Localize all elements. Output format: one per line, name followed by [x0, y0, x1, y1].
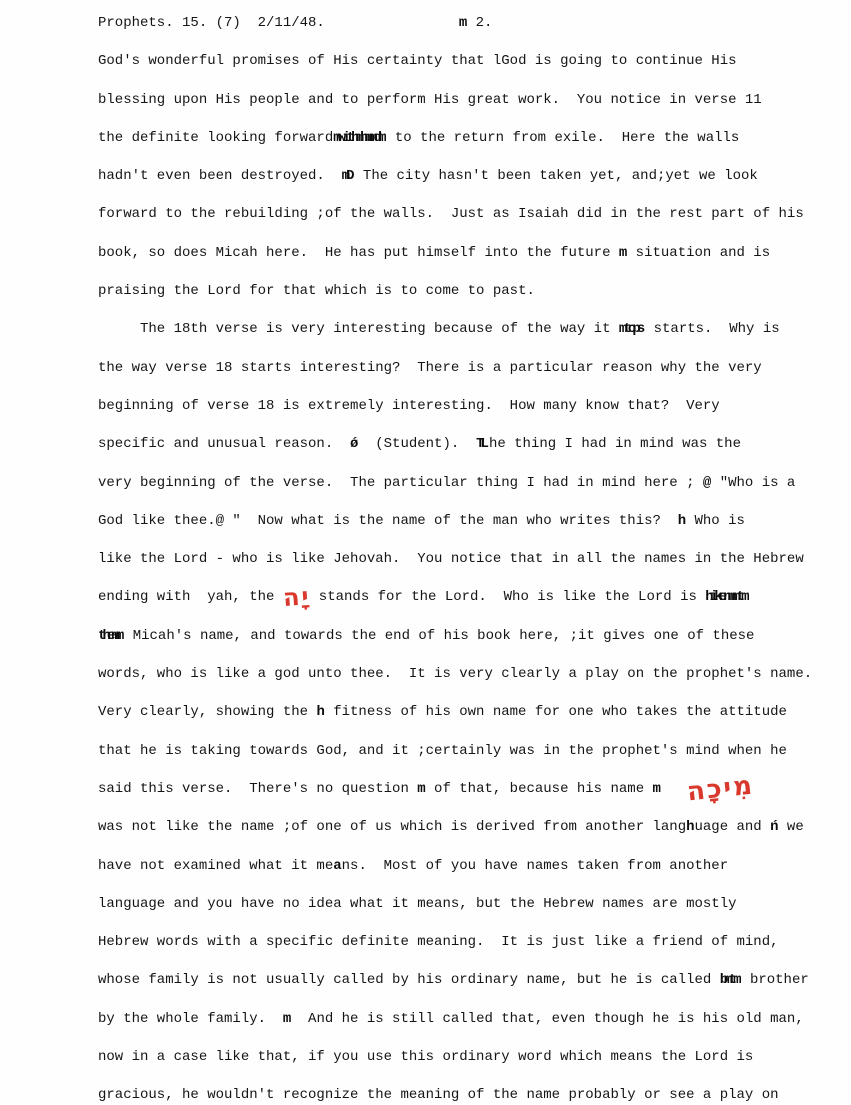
typescript-line: [98, 1076, 821, 1105]
typed-text: book, so does Micah here. He has put himself into the future: [98, 244, 619, 261]
overstruck-text: h: [686, 819, 691, 836]
typed-text: now in a case like that, if you use this ordinary word which means the Lord is: [98, 1049, 754, 1066]
typescript-line: [98, 885, 821, 923]
hebrew-annotation: יָה: [281, 582, 312, 613]
typed-text: praising the Lord for that which is to come to past.: [98, 283, 535, 300]
typed-text: by the whole family.: [98, 1010, 283, 1027]
typed-text: have not examined what it me: [98, 857, 334, 874]
typescript-line: [98, 655, 821, 693]
typed-text: ns. Most of you have names taken from another: [341, 857, 729, 874]
typed-text: we: [778, 819, 804, 836]
typescript-line: [98, 923, 821, 961]
typescript-line: [98, 578, 821, 616]
overstruck-text: h: [677, 512, 683, 529]
typescript-line: [98, 1000, 821, 1038]
typescript-line: [98, 310, 821, 348]
typed-text: the way verse 18 starts interesting? There is a particular reason why the very: [98, 359, 762, 376]
typescript-line: [98, 195, 821, 233]
overstruck-text: mD: [341, 168, 351, 185]
overstruck-text: ǿ: [350, 436, 355, 453]
typed-text: he thing I had in mind was the: [488, 436, 741, 453]
typed-text: of that, because his name: [425, 780, 653, 797]
typescript-line: [98, 617, 821, 655]
typescript-line: [98, 387, 821, 425]
typed-text: like the Lord - who is like Jehovah. You notice that in all the names in the Hebrew: [98, 551, 804, 568]
typed-text: to the return from exile. Here the walls: [386, 129, 740, 146]
typed-text: said this verse. There's no question: [98, 780, 418, 797]
overstruck-text: ń: [770, 819, 775, 836]
typescript-line: [98, 81, 821, 119]
typed-text: language and you have no idea what it means, but the Hebrew names are mostly: [98, 895, 737, 912]
typed-text: The city hasn't been taken yet, and;yet we look: [354, 168, 758, 185]
typed-text: whose family is not usually called by his ordinary name, but he is called: [98, 972, 720, 989]
overstruck-text: h: [316, 704, 321, 721]
overstruck-text: themm: [98, 627, 121, 644]
typed-text: Who is: [686, 512, 745, 529]
typescript-line: [98, 464, 821, 502]
typed-text: Prophets. 15. (7) 2/11/48.: [98, 15, 325, 31]
typed-text: (Student).: [358, 436, 477, 453]
typed-text: the definite looking forward: [98, 129, 334, 146]
typed-text: gracious, he wouldn't recognize the meaning of the name probably or see a play on: [98, 1087, 779, 1104]
typescript-line: [98, 42, 821, 80]
overstruck-text: hikenmmtm: [705, 589, 746, 606]
overstruck-text: mwithmhmmdm: [333, 129, 383, 146]
typed-text: uage and: [694, 819, 771, 836]
typed-text: situation and is: [627, 244, 771, 261]
overstruck-text: m: [282, 1010, 288, 1027]
typed-text: hadn't even been destroyed.: [98, 168, 342, 185]
overstruck-text: m: [652, 780, 657, 797]
typed-text: The 18th verse is very interesting because of the way it: [98, 321, 619, 338]
typed-text: Micah's name, and towards the end of his book here, ;it gives one of these: [124, 627, 755, 644]
typed-text: God like thee.@ " Now what is the name of the man who writes this?: [98, 512, 678, 529]
typed-text: Hebrew words with a specific definite meaning. It is just like a friend of mind,: [98, 934, 779, 951]
typed-text: words, who is like a god unto thee. It is very clearly a play on the prophet's name.: [98, 666, 813, 683]
overstruck-text: m: [458, 15, 464, 31]
typed-text: beginning of verse 18 is extremely interesting. How many know that? Very: [98, 397, 720, 414]
typed-text: And he is still called that, even though he is his old man,: [291, 1010, 804, 1027]
overstruck-text: mtops: [618, 321, 642, 338]
typed-text: God's wonderful promises of His certainty that lGod is going to continue His: [98, 53, 737, 70]
typed-text: blessing upon His people and to perform His great work. You notice in verse 11: [98, 91, 762, 108]
typescript-line: [98, 693, 821, 731]
typed-text: was not like the name ;of one of us which is derived from another lang: [98, 819, 687, 836]
typescript-line: [98, 502, 821, 540]
typed-text: stands for the Lord. Who is like the Lord is: [310, 589, 706, 606]
typed-text: that he is taking towards God, and it ;certainly was in the prophet's mind when he: [98, 742, 787, 759]
typescript-line: [98, 961, 821, 999]
typed-text: specific and unusual reason.: [98, 436, 351, 453]
overstruck-text: m: [618, 244, 624, 261]
typed-text: "Who is a: [711, 474, 796, 491]
typescript-line: [98, 770, 821, 808]
overstruck-text: a: [333, 857, 338, 874]
typescript-line: [98, 349, 821, 387]
typescript-line: [98, 540, 821, 578]
typed-text: forward to the rebuilding ;of the walls. Just as Isaiah did in the rest part of his: [98, 206, 804, 223]
typed-text: Very clearly, showing the: [98, 704, 317, 721]
typed-text: ending with yah, the: [98, 589, 283, 606]
typescript-line: [98, 157, 821, 195]
overstruck-text: @: [702, 474, 708, 491]
typescript-line: [98, 272, 821, 310]
hebrew-annotation: מִיכָה: [685, 770, 756, 808]
overstruck-text: TL: [476, 436, 486, 453]
typescript-line: [98, 425, 821, 463]
typescript-line: [98, 732, 821, 770]
typed-text: 2.: [467, 15, 493, 31]
typed-text: very beginning of the verse. The particular thing I had in mind here ;: [98, 474, 703, 491]
typescript-line: [98, 234, 821, 272]
typescript-line: [98, 847, 821, 885]
typed-text: starts. Why is: [645, 321, 780, 338]
overstruck-text: m: [417, 780, 422, 797]
page-header-line: [98, 4, 821, 42]
typescript-line: [98, 808, 821, 846]
typescript-line: [98, 1038, 821, 1076]
typescript-line: [98, 119, 821, 157]
overstruck-text: bmtm: [719, 972, 738, 989]
typed-text: fitness of his own name for one who takes the attitude: [324, 704, 787, 721]
typed-text: brother: [741, 972, 809, 989]
